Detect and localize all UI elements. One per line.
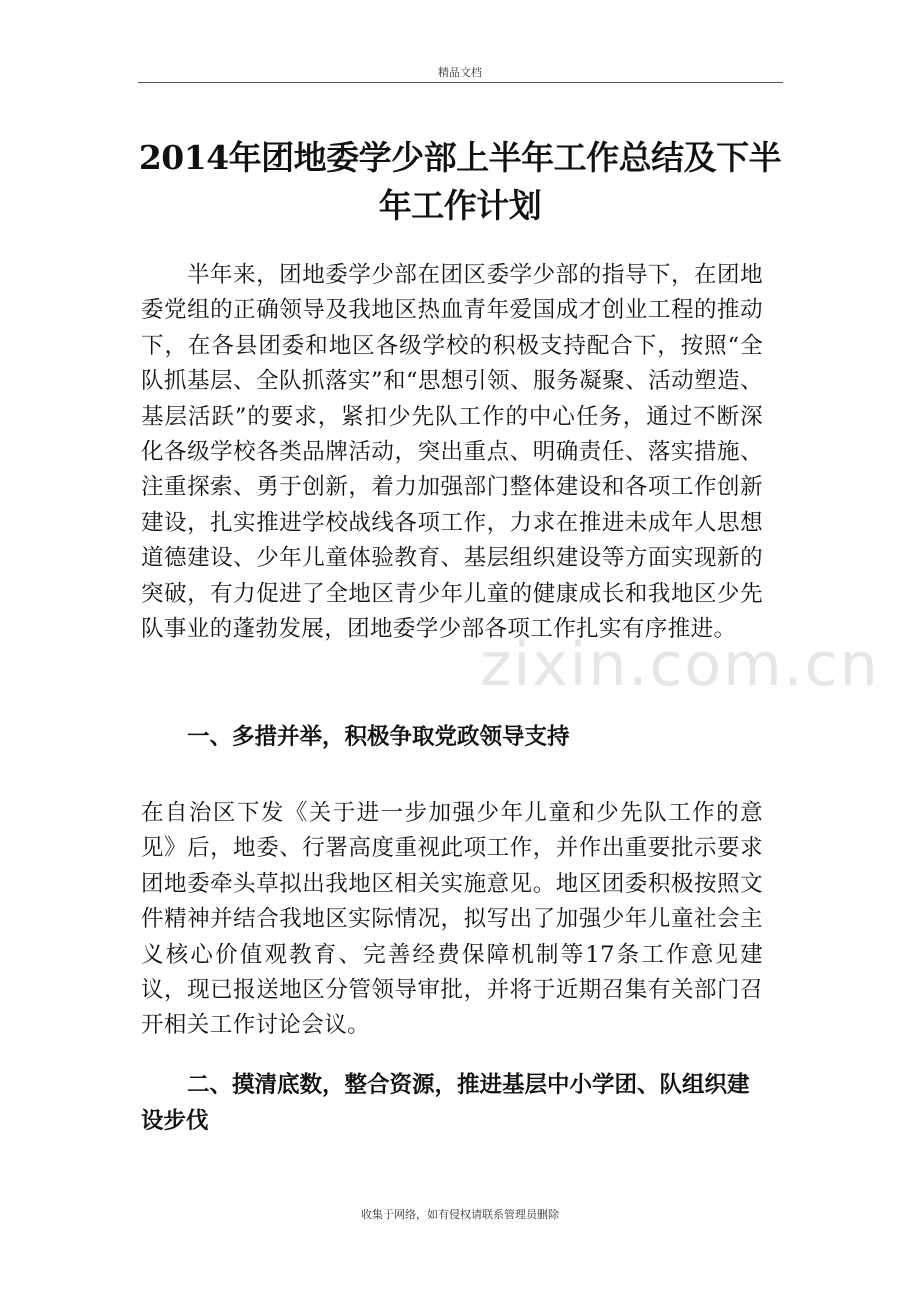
header-divider: [138, 82, 783, 83]
section-paragraph-1: 在自治区下发《关于进一步加强少年儿童和少先队工作的意见》后，地委、行署高度重视此项工作，并作出重要批示要求团地委牵头草拟出我地区相关实施意见。地区团委积极按照文件精神并结合我地区实际情况，拟写出了加强少年儿童社会主义核心价值观教育、完善经费保障机制等17条工作意见建议，现已报送地区分管领导审批，并将于近期召集有关部门召开相关工作讨论会议。: [141, 800, 763, 1039]
section-heading-2: 二、摸清底数，整合资源，推进基层中小学团、队组织建设步伐: [141, 1072, 750, 1134]
document-title: 2014年团地委学少部上半年工作总结及下半年工作计划: [138, 138, 782, 225]
watermark: zixin.com.cn: [480, 630, 880, 700]
intro-paragraph: 半年来，团地委学少部在团区委学少部的指导下，在团地委党组的正确领导及我地区热血青年爱国成才创业工程的推动下，在各县团委和地区各级学校的积极支持配合下，按照“全队抓基层、全队抓落实”和“思想引领、服务凝聚、活动塑造、基层活跃”的要求，紧扣少先队工作的中心任务，通过不断深化各级学校各类品牌活动，突出重点、明确责任、落实措施、注重探索、勇于创新，着力加强部门整体建设和各项工作创新建设，扎实推进学校战线各项工作，力求在推进未成年人思想道德建设、少年儿童体验教育、基层组织建设等方面实现新的突破，有力促进了全地区青少年儿童的健康成长和我地区少先队事业的蓬勃发展，团地委学少部各项工作扎实有序推进。: [141, 262, 763, 643]
section-heading-1: 一、多措并举，积极争取党政领导支持: [187, 724, 570, 750]
page-header-label: 精品文档: [438, 66, 482, 79]
page-footer-label: 收集于网络，如有侵权请联系管理员删除: [361, 1208, 559, 1221]
